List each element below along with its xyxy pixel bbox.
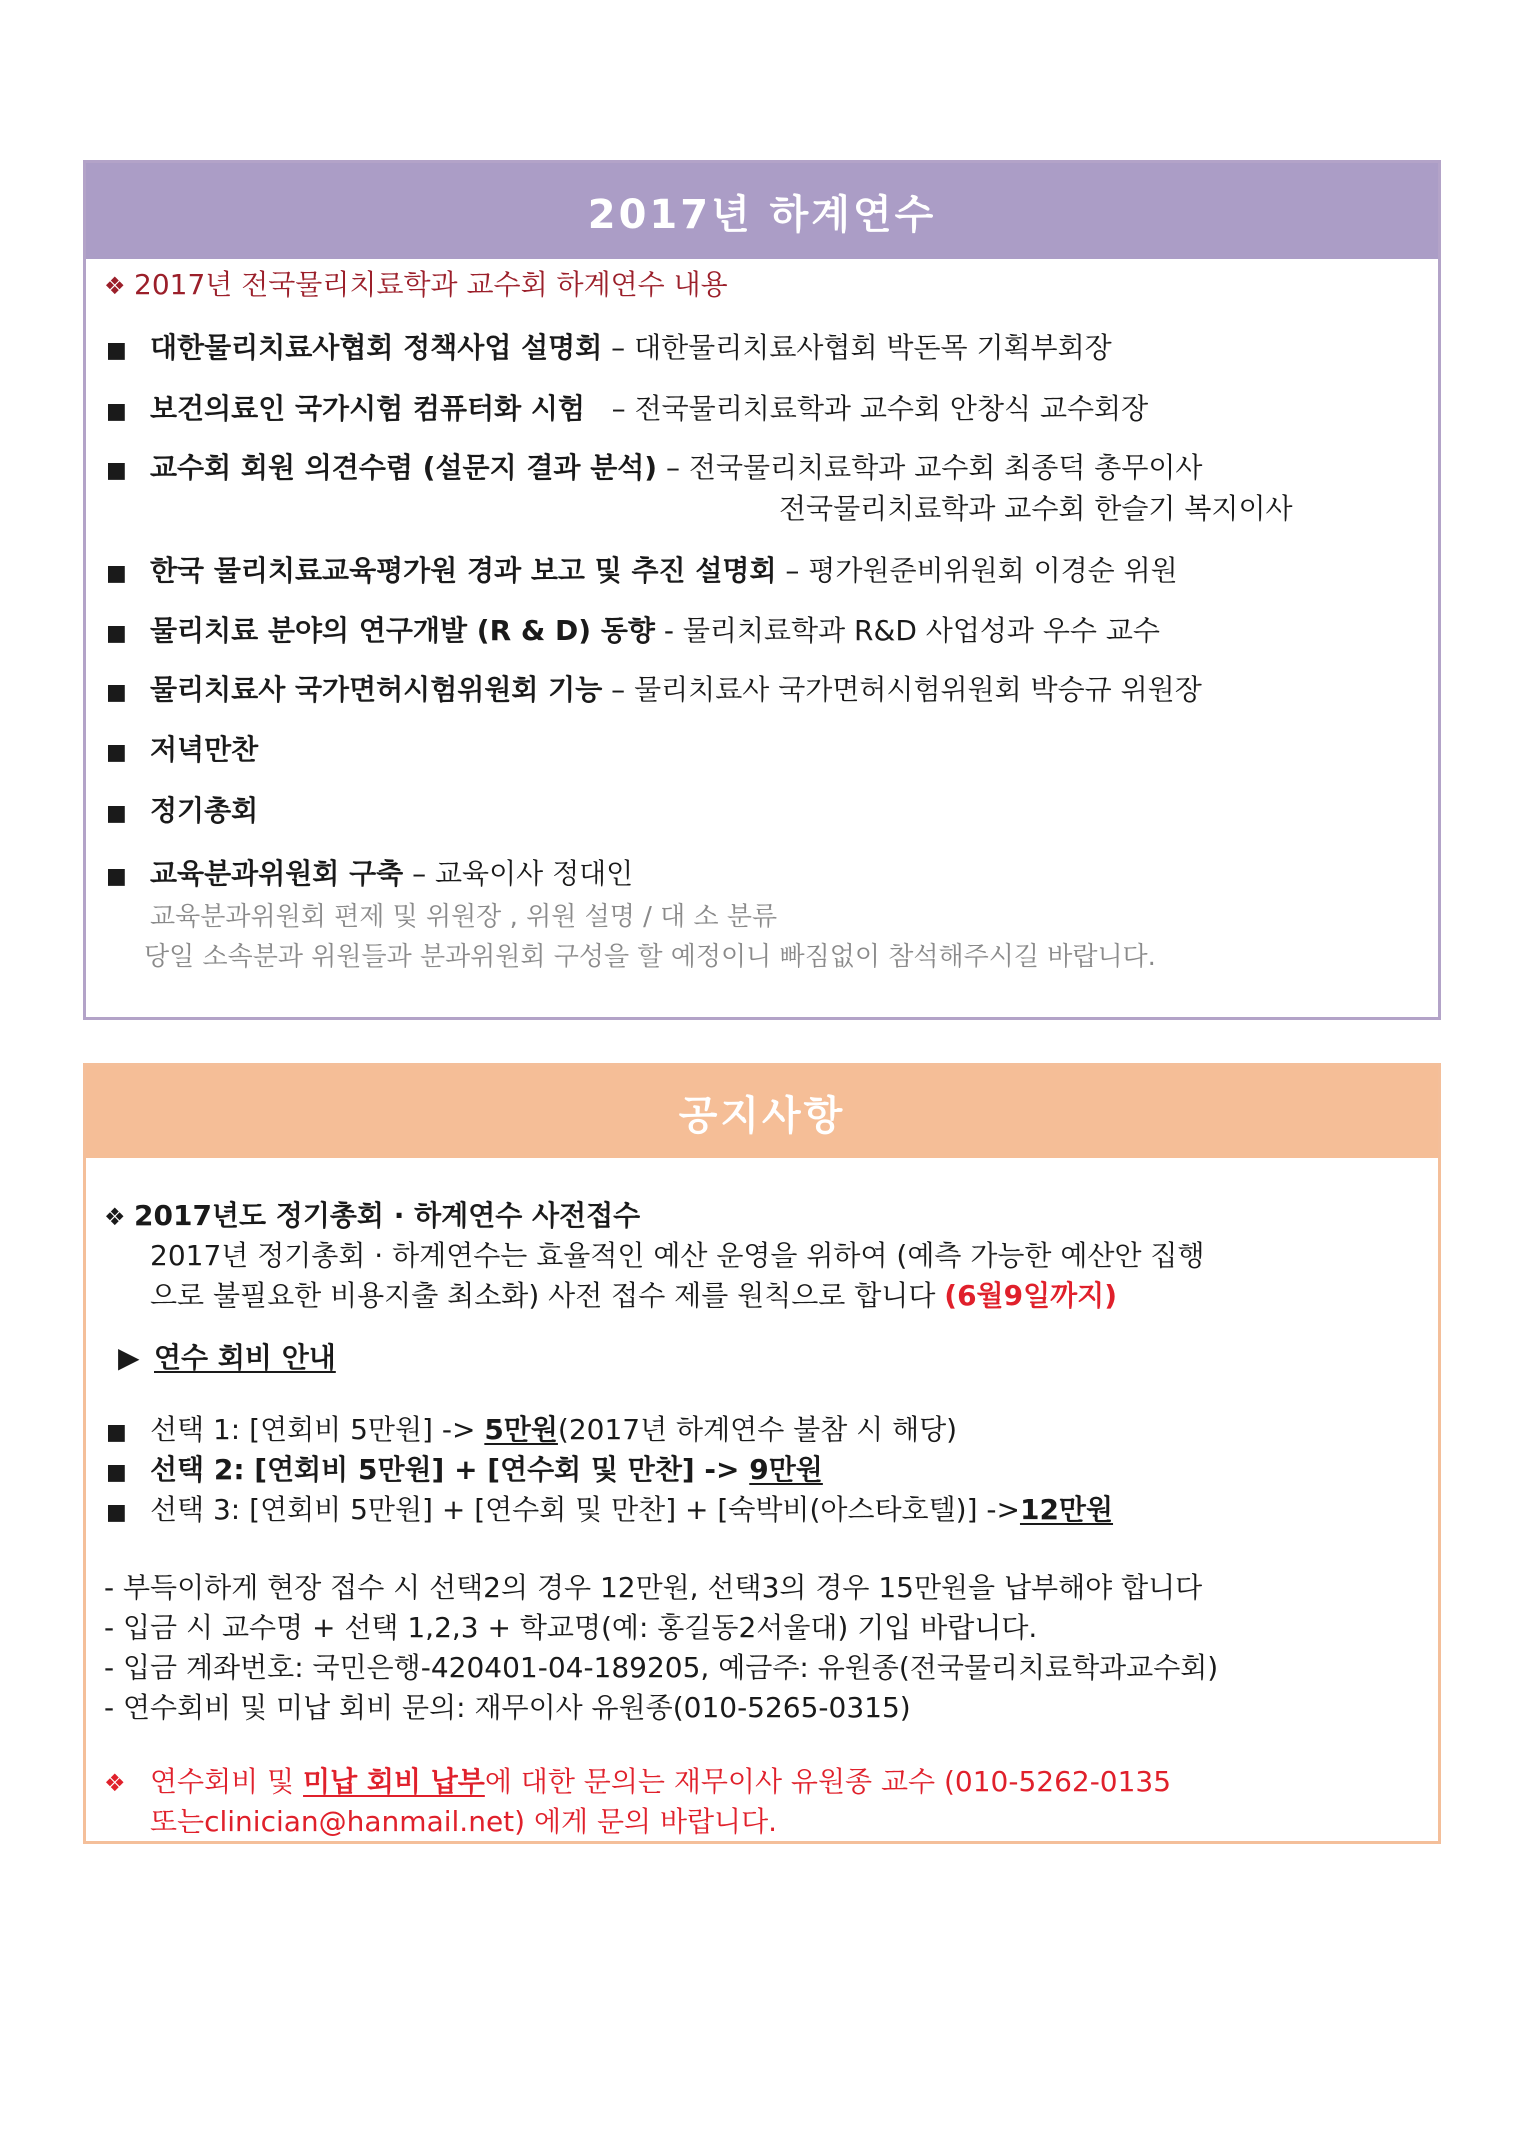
summer-heading (104, 267, 728, 304)
agenda-item-presenter: – 물리치료사 국가면허시험위원회 박승규 위원장 (602, 673, 1202, 706)
square-bullet-icon: ■ (106, 621, 127, 646)
fee-option-1 (150, 1412, 957, 1448)
diamond-bullet-icon: ❖ (104, 1769, 126, 1797)
notice-heading (104, 1198, 640, 1235)
agenda-item-presenter: – 교육이사 정대인 (403, 857, 634, 890)
agenda-item-presenter: – 전국물리치료학과 교수회 최종덕 총무이사 (657, 451, 1203, 484)
attendance-note: 당일 소속분과 위원들과 분과위원회 구성을 할 예정이니 빠짐없이 참석해주시길 바랍니다. (144, 942, 1156, 972)
summer-training-section (83, 160, 1441, 1020)
agenda-item (150, 672, 1202, 708)
square-bullet-icon: ■ (106, 458, 127, 483)
summer-training-title: 2017년 하계연수 (86, 163, 1438, 259)
summer-heading-text: 2017년 전국물리치료학과 교수회 하계연수 내용 (134, 268, 728, 301)
agenda-item (150, 553, 1178, 589)
info-line: - 부득이하게 현장 접수 시 선택2의 경우 12만원, 선택3의 경우 15만원을 납부해야 합니다 (104, 1571, 1203, 1604)
agenda-item-title: 물리치료 분야의 연구개발 (R & D) 동향 (150, 614, 655, 647)
agenda-item-presenter: – 전국물리치료학과 교수회 안창식 교수회장 (584, 392, 1149, 425)
square-bullet-icon: ■ (106, 338, 127, 363)
agenda-item-title: 보건의료인 국가시험 컴퓨터화 시험 (150, 392, 585, 425)
agenda-item-title: 한국 물리치료교육평가원 경과 보고 및 추진 설명회 (150, 554, 777, 587)
agenda-item-title: 저녁만찬 (150, 733, 259, 766)
contact-text-a: 연수회비 및 (150, 1765, 304, 1798)
diamond-bullet-icon: ❖ (104, 1203, 126, 1231)
square-bullet-icon: ■ (106, 801, 127, 826)
square-bullet-icon: ■ (106, 1500, 127, 1525)
contact-text-b: 미납 회비 납부 (303, 1765, 485, 1798)
contact-line-2: 또는clinician@hanmail.net) 에게 문의 바랍니다. (150, 1805, 778, 1838)
square-bullet-icon: ■ (106, 864, 127, 889)
agenda-item-title: 대한물리치료사협회 정책사업 설명회 (150, 331, 603, 364)
agenda-item-title: 정기총회 (150, 794, 259, 827)
triangle-bullet-icon: ▶ (118, 1341, 140, 1374)
notice-section (83, 1063, 1441, 1844)
agenda-item-presenter: – 대한물리치료사협회 박돈목 기획부회장 (602, 331, 1112, 364)
fee-option-1-price: 5만원 (484, 1413, 558, 1446)
fee-option-3 (150, 1492, 1113, 1528)
square-bullet-icon: ■ (106, 561, 127, 586)
agenda-item (150, 613, 1160, 649)
info-line: - 입금 계좌번호: 국민은행-420401-04-189205, 예금주: 유원종(전국물리치료학과교수회) (104, 1651, 1219, 1684)
info-line: - 연수회비 및 미납 회비 문의: 재무이사 유원종(010-5265-0315) (104, 1691, 911, 1724)
notice-title: 공지사항 (86, 1066, 1438, 1158)
square-bullet-icon: ■ (106, 399, 127, 424)
fee-option-2-desc: 선택 2: [연회비 5만원] + [연수회 및 만찬] -> (150, 1453, 750, 1486)
agenda-item (150, 856, 633, 892)
square-bullet-icon: ■ (106, 680, 127, 705)
fee-heading (118, 1340, 336, 1376)
fee-option-2 (150, 1452, 823, 1488)
agenda-item (150, 391, 1148, 427)
square-bullet-icon: ■ (106, 1420, 127, 1445)
pre-registration-text-2 (150, 1278, 1117, 1314)
agenda-item-title: 교수회 회원 의견수렴 (설문지 결과 분석) (150, 451, 658, 484)
contact-text-c: 에 대한 문의는 재무이사 유원종 교수 (010-5262-0135 (484, 1765, 1172, 1798)
pre-registration-text-1: 2017년 정기총회 · 하계연수는 효율적인 예산 운영을 위하여 (예측 가능한 예산안 집행 (150, 1239, 1205, 1272)
diamond-bullet-icon: ❖ (104, 272, 126, 300)
contact-line-1 (104, 1764, 1171, 1801)
notice-heading-text: 2017년도 정기총회 · 하계연수 사전접수 (134, 1199, 641, 1232)
agenda-item (150, 450, 1202, 486)
square-bullet-icon: ■ (106, 1460, 127, 1485)
agenda-item-title: 물리치료사 국가면허시험위원회 기능 (150, 673, 603, 706)
agenda-item-presenter-2: 전국물리치료학과 교수회 한슬기 복지이사 (779, 492, 1293, 525)
deadline-text: (6월9일까지) (944, 1279, 1118, 1312)
agenda-item-presenter: – 평가원준비위원회 이경순 위원 (776, 554, 1178, 587)
fee-option-2-price: 9만원 (749, 1453, 823, 1486)
fee-option-3-price: 12만원 (1019, 1493, 1114, 1526)
fee-option-3-desc: 선택 3: [연회비 5만원] + [연수회 및 만찬] + [숙박비(아스타호텔)] -> (150, 1493, 1020, 1526)
fee-option-1-note: (2017년 하계연수 불참 시 해당) (557, 1413, 958, 1446)
agenda-item (150, 330, 1112, 366)
committee-note: 교육분과위원회 편제 및 위원장 , 위원 설명 / 대 소 분류 (150, 902, 778, 932)
agenda-item-title: 교육분과위원회 구축 (150, 857, 404, 890)
agenda-item-presenter: - 물리치료학과 R&D 사업성과 우수 교수 (654, 614, 1160, 647)
square-bullet-icon: ■ (106, 740, 127, 765)
pre-registration-text-2-body: 으로 불필요한 비용지출 최소화) 사전 접수 제를 원칙으로 합니다 (150, 1279, 945, 1312)
fee-heading-text: 연수 회비 안내 (154, 1341, 336, 1374)
info-line: - 입금 시 교수명 + 선택 1,2,3 + 학교명(예: 홍길동2서울대) 기입 바랍니다. (104, 1611, 1038, 1644)
fee-option-1-desc: 선택 1: [연회비 5만원] -> (150, 1413, 485, 1446)
